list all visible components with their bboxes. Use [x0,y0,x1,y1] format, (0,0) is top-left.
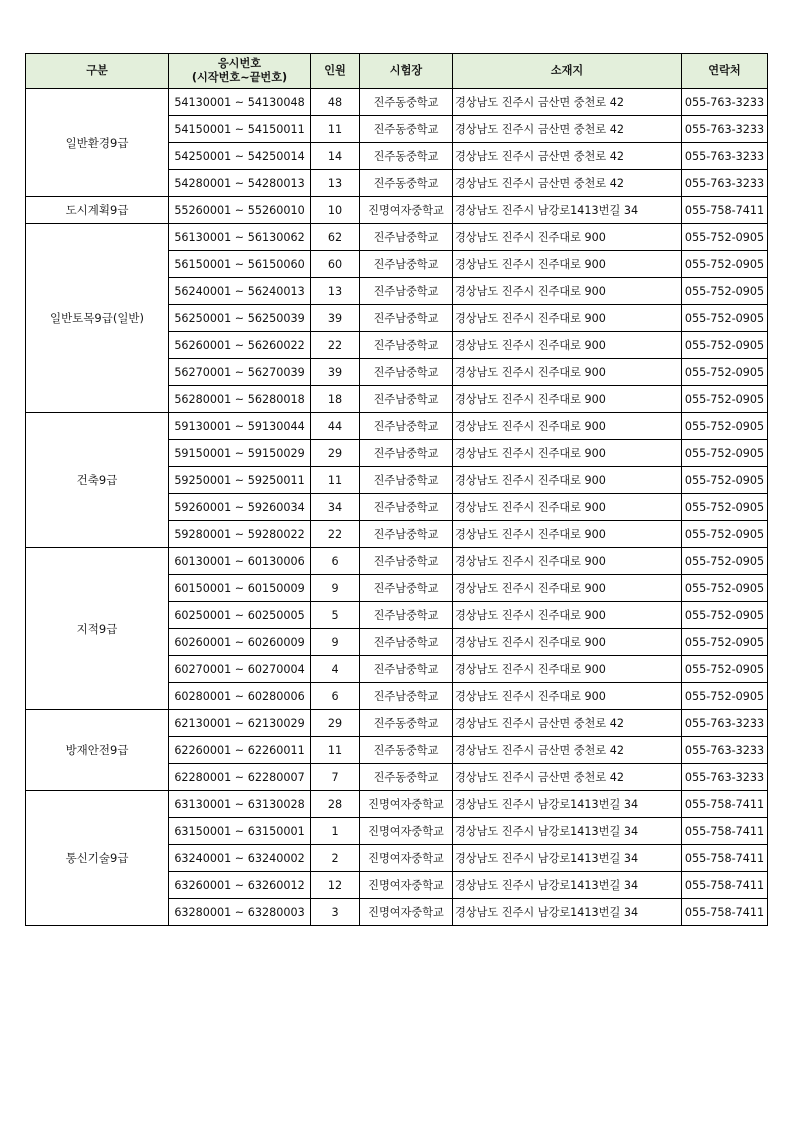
venue-cell: 진명여자중학교 [360,791,453,818]
header-row [26,54,768,89]
venue-cell: 진주남중학교 [360,602,453,629]
venue-cell: 진주동중학교 [360,143,453,170]
contact-cell: 055-758-7411 [682,899,768,926]
address-cell: 경상남도 진주시 진주대로 900 [453,467,682,494]
venue-cell: 진주동중학교 [360,710,453,737]
exam-number-range-cell: 56280001 ~ 56280018 [169,386,311,413]
contact-cell: 055-752-0905 [682,521,768,548]
contact-cell: 055-758-7411 [682,872,768,899]
address-cell: 경상남도 진주시 금산면 중천로 42 [453,143,682,170]
venue-cell: 진주남중학교 [360,278,453,305]
venue-cell: 진명여자중학교 [360,872,453,899]
exam-number-range-cell: 59260001 ~ 59260034 [169,494,311,521]
applicant-count-cell: 7 [311,764,360,791]
table-header [26,54,768,89]
venue-cell: 진주남중학교 [360,413,453,440]
exam-number-range-cell: 60280001 ~ 60280006 [169,683,311,710]
address-cell: 경상남도 진주시 진주대로 900 [453,413,682,440]
contact-cell: 055-752-0905 [682,548,768,575]
contact-cell: 055-763-3233 [682,116,768,143]
category-cell: 통신기술9급 [26,791,169,926]
exam-number-range-cell: 59150001 ~ 59150029 [169,440,311,467]
venue-cell: 진주남중학교 [360,359,453,386]
exam-number-range-cell: 54150001 ~ 54150011 [169,116,311,143]
venue-cell: 진주동중학교 [360,737,453,764]
applicant-count-cell: 11 [311,116,360,143]
venue-cell: 진주동중학교 [360,116,453,143]
contact-cell: 055-752-0905 [682,656,768,683]
address-cell: 경상남도 진주시 남강로1413번길 34 [453,818,682,845]
exam-number-range-cell: 60260001 ~ 60260009 [169,629,311,656]
applicant-count-cell: 4 [311,656,360,683]
exam-number-range-cell: 63240001 ~ 63240002 [169,845,311,872]
venue-cell: 진주남중학교 [360,629,453,656]
applicant-count-cell: 29 [311,710,360,737]
address-cell: 경상남도 진주시 남강로1413번길 34 [453,899,682,926]
contact-cell: 055-752-0905 [682,305,768,332]
category-cell: 일반토목9급(일반) [26,224,169,413]
contact-cell: 055-752-0905 [682,629,768,656]
contact-cell: 055-758-7411 [682,791,768,818]
contact-cell: 055-752-0905 [682,386,768,413]
applicant-count-cell: 1 [311,818,360,845]
applicant-count-cell: 28 [311,791,360,818]
venue-cell: 진주남중학교 [360,224,453,251]
contact-cell: 055-752-0905 [682,413,768,440]
address-cell: 경상남도 진주시 진주대로 900 [453,305,682,332]
address-cell: 경상남도 진주시 금산면 중천로 42 [453,89,682,116]
venue-cell: 진주남중학교 [360,683,453,710]
exam-number-range-cell: 63150001 ~ 63150001 [169,818,311,845]
venue-cell: 진주남중학교 [360,440,453,467]
venue-cell: 진주남중학교 [360,548,453,575]
address-cell: 경상남도 진주시 진주대로 900 [453,494,682,521]
table-row [26,89,768,116]
exam-number-range-cell: 60270001 ~ 60270004 [169,656,311,683]
applicant-count-cell: 39 [311,305,360,332]
exam-number-range-cell: 60250001 ~ 60250005 [169,602,311,629]
address-cell: 경상남도 진주시 진주대로 900 [453,251,682,278]
exam-number-range-cell: 56260001 ~ 56260022 [169,332,311,359]
applicant-count-cell: 6 [311,548,360,575]
exam-number-range-cell: 62260001 ~ 62260011 [169,737,311,764]
contact-cell: 055-763-3233 [682,170,768,197]
exam-number-range-cell: 56150001 ~ 56150060 [169,251,311,278]
contact-cell: 055-752-0905 [682,494,768,521]
applicant-count-cell: 13 [311,278,360,305]
exam-number-range-cell: 59280001 ~ 59280022 [169,521,311,548]
address-cell: 경상남도 진주시 진주대로 900 [453,602,682,629]
exam-number-range-cell: 56130001 ~ 56130062 [169,224,311,251]
category-cell: 건축9급 [26,413,169,548]
contact-cell: 055-763-3233 [682,710,768,737]
applicant-count-cell: 11 [311,467,360,494]
address-cell: 경상남도 진주시 진주대로 900 [453,386,682,413]
category-cell: 도시계획9급 [26,197,169,224]
address-cell: 경상남도 진주시 진주대로 900 [453,521,682,548]
header-count: 인원 [311,54,360,89]
contact-cell: 055-752-0905 [682,467,768,494]
venue-cell: 진명여자중학교 [360,818,453,845]
exam-number-range-cell: 54130001 ~ 54130048 [169,89,311,116]
table-row [26,710,768,737]
address-cell: 경상남도 진주시 금산면 중천로 42 [453,764,682,791]
applicant-count-cell: 5 [311,602,360,629]
address-cell: 경상남도 진주시 진주대로 900 [453,629,682,656]
exam-number-range-cell: 56250001 ~ 56250039 [169,305,311,332]
exam-number-range-cell: 54280001 ~ 54280013 [169,170,311,197]
category-cell: 방재안전9급 [26,710,169,791]
applicant-count-cell: 9 [311,629,360,656]
applicant-count-cell: 3 [311,899,360,926]
table-row [26,413,768,440]
venue-cell: 진주남중학교 [360,467,453,494]
address-cell: 경상남도 진주시 금산면 중천로 42 [453,710,682,737]
address-cell: 경상남도 진주시 진주대로 900 [453,224,682,251]
venue-cell: 진주남중학교 [360,494,453,521]
applicant-count-cell: 2 [311,845,360,872]
exam-number-range-cell: 56240001 ~ 56240013 [169,278,311,305]
header-contact: 연락처 [682,54,768,89]
applicant-count-cell: 22 [311,332,360,359]
header-exam-number-line2: (시작번호~끝번호) [191,71,288,84]
venue-cell: 진주동중학교 [360,764,453,791]
contact-cell: 055-752-0905 [682,224,768,251]
exam-number-range-cell: 59130001 ~ 59130044 [169,413,311,440]
address-cell: 경상남도 진주시 남강로1413번길 34 [453,872,682,899]
applicant-count-cell: 44 [311,413,360,440]
exam-number-range-cell: 55260001 ~ 55260010 [169,197,311,224]
venue-cell: 진주남중학교 [360,386,453,413]
venue-cell: 진주남중학교 [360,305,453,332]
exam-number-range-cell: 59250001 ~ 59250011 [169,467,311,494]
address-cell: 경상남도 진주시 진주대로 900 [453,575,682,602]
contact-cell: 055-763-3233 [682,737,768,764]
applicant-count-cell: 29 [311,440,360,467]
applicant-count-cell: 9 [311,575,360,602]
venue-cell: 진주동중학교 [360,170,453,197]
applicant-count-cell: 10 [311,197,360,224]
exam-number-range-cell: 62130001 ~ 62130029 [169,710,311,737]
contact-cell: 055-752-0905 [682,251,768,278]
header-address: 소재지 [453,54,682,89]
contact-cell: 055-758-7411 [682,818,768,845]
applicant-count-cell: 48 [311,89,360,116]
venue-cell: 진주남중학교 [360,656,453,683]
table-body [26,89,768,926]
address-cell: 경상남도 진주시 진주대로 900 [453,548,682,575]
exam-number-range-cell: 60150001 ~ 60150009 [169,575,311,602]
applicant-count-cell: 39 [311,359,360,386]
table-row [26,791,768,818]
address-cell: 경상남도 진주시 진주대로 900 [453,332,682,359]
address-cell: 경상남도 진주시 금산면 중천로 42 [453,116,682,143]
address-cell: 경상남도 진주시 진주대로 900 [453,440,682,467]
contact-cell: 055-752-0905 [682,440,768,467]
applicant-count-cell: 22 [311,521,360,548]
address-cell: 경상남도 진주시 금산면 중천로 42 [453,737,682,764]
address-cell: 경상남도 진주시 진주대로 900 [453,278,682,305]
applicant-count-cell: 60 [311,251,360,278]
applicant-count-cell: 13 [311,170,360,197]
contact-cell: 055-763-3233 [682,143,768,170]
venue-cell: 진주남중학교 [360,332,453,359]
applicant-count-cell: 12 [311,872,360,899]
header-exam-number-line1: 응시번호 [217,57,262,70]
category-cell: 일반환경9급 [26,89,169,197]
table-row [26,224,768,251]
exam-number-range-cell: 63260001 ~ 63260012 [169,872,311,899]
contact-cell: 055-752-0905 [682,575,768,602]
address-cell: 경상남도 진주시 진주대로 900 [453,359,682,386]
venue-cell: 진주남중학교 [360,575,453,602]
address-cell: 경상남도 진주시 진주대로 900 [453,656,682,683]
table-row [26,197,768,224]
exam-number-range-cell: 63130001 ~ 63130028 [169,791,311,818]
contact-cell: 055-758-7411 [682,197,768,224]
contact-cell: 055-763-3233 [682,764,768,791]
contact-cell: 055-752-0905 [682,683,768,710]
header-exam-number [169,54,311,89]
contact-cell: 055-763-3233 [682,89,768,116]
exam-number-range-cell: 62280001 ~ 62280007 [169,764,311,791]
applicant-count-cell: 6 [311,683,360,710]
venue-cell: 진명여자중학교 [360,197,453,224]
applicant-count-cell: 18 [311,386,360,413]
contact-cell: 055-758-7411 [682,845,768,872]
applicant-count-cell: 14 [311,143,360,170]
address-cell: 경상남도 진주시 진주대로 900 [453,683,682,710]
exam-number-range-cell: 54250001 ~ 54250014 [169,143,311,170]
exam-number-range-cell: 56270001 ~ 56270039 [169,359,311,386]
venue-cell: 진명여자중학교 [360,899,453,926]
address-cell: 경상남도 진주시 금산면 중천로 42 [453,170,682,197]
header-category: 구분 [26,54,169,89]
header-venue: 시험장 [360,54,453,89]
address-cell: 경상남도 진주시 남강로1413번길 34 [453,197,682,224]
contact-cell: 055-752-0905 [682,332,768,359]
venue-cell: 진주남중학교 [360,251,453,278]
exam-number-range-cell: 60130001 ~ 60130006 [169,548,311,575]
contact-cell: 055-752-0905 [682,278,768,305]
exam-number-range-cell: 63280001 ~ 63280003 [169,899,311,926]
contact-cell: 055-752-0905 [682,602,768,629]
applicant-count-cell: 62 [311,224,360,251]
exam-venue-table [25,53,768,926]
address-cell: 경상남도 진주시 남강로1413번길 34 [453,791,682,818]
venue-cell: 진주남중학교 [360,521,453,548]
category-cell: 지적9급 [26,548,169,710]
venue-cell: 진주동중학교 [360,89,453,116]
table-row [26,548,768,575]
applicant-count-cell: 34 [311,494,360,521]
contact-cell: 055-752-0905 [682,359,768,386]
applicant-count-cell: 11 [311,737,360,764]
address-cell: 경상남도 진주시 남강로1413번길 34 [453,845,682,872]
venue-cell: 진명여자중학교 [360,845,453,872]
